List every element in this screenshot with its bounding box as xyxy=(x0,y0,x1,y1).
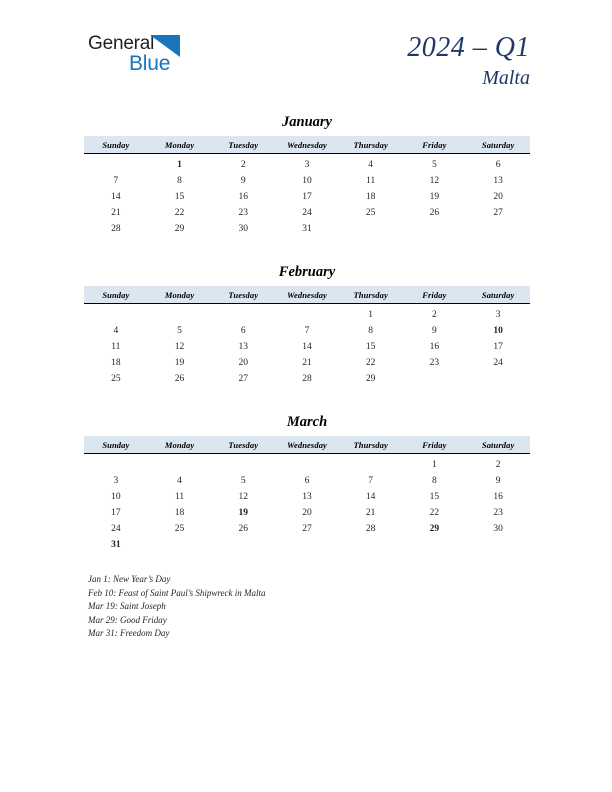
calendar-week-row xyxy=(84,221,530,237)
calendar-week-row xyxy=(84,489,530,505)
calendar-day-empty xyxy=(466,537,530,553)
calendar-day-empty xyxy=(84,154,148,174)
calendar-week-row xyxy=(84,473,530,489)
calendar-day-cell[interactable]: 1 xyxy=(368,310,374,320)
calendar-day-cell[interactable]: 17 xyxy=(302,192,312,202)
calendar-day-cell[interactable]: 27 xyxy=(238,374,248,384)
calendar-day-cell[interactable]: 31 xyxy=(111,540,121,550)
calendar-day-cell[interactable]: 18 xyxy=(111,358,121,368)
calendar-body xyxy=(84,304,530,388)
calendar-table-march xyxy=(84,436,530,553)
weekday-friday: Friday xyxy=(403,136,467,154)
calendar-day-empty xyxy=(403,371,467,387)
calendar-day-empty xyxy=(403,537,467,553)
calendar-day-empty xyxy=(148,304,212,324)
calendar-day-empty xyxy=(275,454,339,474)
calendar-day-cell[interactable]: 16 xyxy=(238,192,248,202)
calendar-day-cell[interactable]: 11 xyxy=(366,176,376,186)
calendar-day-cell[interactable]: 17 xyxy=(111,508,121,518)
calendar-week-row xyxy=(84,454,530,474)
weekday-thursday: Thursday xyxy=(339,436,403,454)
calendar-day-cell[interactable]: 29 xyxy=(174,224,185,234)
calendar-day-cell[interactable]: 21 xyxy=(302,358,312,368)
calendar-day-cell[interactable]: 1 xyxy=(431,460,437,470)
calendar-day-cell[interactable]: 19 xyxy=(238,508,248,518)
calendar-day-cell[interactable]: 2 xyxy=(495,460,501,470)
calendar-week-row xyxy=(84,537,530,553)
calendar-day-empty xyxy=(211,304,275,324)
calendar-day-cell[interactable]: 20 xyxy=(302,508,312,518)
calendar-day-empty xyxy=(211,454,275,474)
weekday-thursday: Thursday xyxy=(339,136,403,154)
calendar-day-cell[interactable]: 10 xyxy=(493,326,503,336)
weekday-header-row xyxy=(84,286,530,304)
calendar-day-cell[interactable]: 18 xyxy=(365,192,376,202)
calendar-day-cell[interactable]: 16 xyxy=(429,342,440,352)
calendar-day-cell[interactable]: 30 xyxy=(238,224,248,234)
weekday-saturday: Saturday xyxy=(466,436,530,454)
calendar-day-empty xyxy=(275,304,339,324)
calendar-day-cell[interactable]: 19 xyxy=(429,192,440,202)
month-block-january xyxy=(84,113,530,237)
calendar-day-cell[interactable]: 6 xyxy=(304,476,310,486)
calendar-day-cell[interactable]: 4 xyxy=(368,160,374,170)
calendar-table-february xyxy=(84,286,530,387)
weekday-friday: Friday xyxy=(403,436,467,454)
calendar-day-cell[interactable]: 9 xyxy=(240,176,246,186)
calendar-day-cell[interactable]: 2 xyxy=(240,160,246,170)
calendar-day-cell[interactable]: 7 xyxy=(304,326,310,336)
calendar-day-cell[interactable]: 3 xyxy=(304,160,310,170)
calendar-day-cell[interactable]: 7 xyxy=(113,176,119,186)
holiday-legend-item: Jan 1: New Year’s Day xyxy=(88,574,171,584)
calendar-day-cell[interactable]: 20 xyxy=(493,192,503,202)
calendar-week-row xyxy=(84,339,530,355)
calendar-day-cell[interactable]: 14 xyxy=(302,342,312,352)
calendar-day-empty xyxy=(403,221,467,237)
calendar-day-empty xyxy=(211,537,275,553)
month-block-february xyxy=(84,263,530,387)
weekday-header-row xyxy=(84,136,530,154)
calendar-day-cell[interactable]: 13 xyxy=(493,176,503,186)
title-country: Malta xyxy=(482,67,530,89)
weekday-friday: Friday xyxy=(403,286,467,304)
weekday-saturday: Saturday xyxy=(466,136,530,154)
calendar-day-empty xyxy=(466,371,530,387)
weekday-monday: Monday xyxy=(148,286,212,304)
weekday-tuesday: Tuesday xyxy=(211,286,275,304)
calendar-day-cell[interactable]: 22 xyxy=(174,208,185,218)
calendar-day-cell[interactable]: 24 xyxy=(111,524,121,534)
calendar-day-cell[interactable]: 11 xyxy=(111,342,121,352)
holiday-legend-item: Mar 19: Saint Joseph xyxy=(88,601,166,612)
calendar-day-cell[interactable]: 29 xyxy=(429,524,440,534)
calendar-day-cell[interactable]: 28 xyxy=(111,224,121,234)
calendar-day-cell[interactable]: 19 xyxy=(174,358,185,368)
calendar-day-cell[interactable]: 3 xyxy=(113,476,119,486)
calendar-day-cell[interactable]: 29 xyxy=(365,374,376,384)
weekday-wednesday: Wednesday xyxy=(275,436,339,454)
calendar-table-january xyxy=(84,136,530,237)
page-header xyxy=(0,0,612,100)
calendar-day-cell[interactable]: 25 xyxy=(174,524,185,534)
calendar-week-row xyxy=(84,189,530,205)
calendar-day-cell[interactable]: 14 xyxy=(365,492,376,502)
calendar-day-cell[interactable]: 7 xyxy=(368,476,374,486)
calendar-day-cell[interactable]: 26 xyxy=(174,374,185,384)
calendar-day-cell[interactable]: 23 xyxy=(238,208,248,218)
weekday-saturday: Saturday xyxy=(466,286,530,304)
month-title: January xyxy=(282,114,332,130)
calendar-day-cell[interactable]: 15 xyxy=(365,342,376,352)
calendar-day-cell[interactable]: 10 xyxy=(302,176,312,186)
weekday-sunday: Sunday xyxy=(84,136,148,154)
calendar-day-cell[interactable]: 25 xyxy=(111,374,121,384)
calendar-day-cell[interactable]: 4 xyxy=(177,476,182,486)
calendar-day-cell[interactable]: 15 xyxy=(174,192,185,202)
calendar-day-empty xyxy=(148,454,212,474)
calendar-day-cell[interactable]: 14 xyxy=(111,192,121,202)
calendar-week-row xyxy=(84,173,530,189)
month-title: February xyxy=(278,264,336,280)
weekday-wednesday: Wednesday xyxy=(275,286,339,304)
calendar-day-cell[interactable]: 25 xyxy=(365,208,376,218)
weekday-sunday: Sunday xyxy=(84,436,148,454)
calendar-day-cell[interactable]: 18 xyxy=(174,508,185,518)
calendar-day-empty xyxy=(275,537,339,553)
calendar-week-row xyxy=(84,371,530,387)
calendar-day-cell[interactable]: 5 xyxy=(431,160,437,170)
title-year-quarter: 2024 – Q1 xyxy=(407,32,530,63)
holiday-legend-item: Feb 10: Feast of Saint Paul’s Shipwreck in Malta xyxy=(88,587,266,598)
calendar-day-cell[interactable]: 3 xyxy=(495,310,501,320)
calendar-day-cell[interactable]: 24 xyxy=(302,208,312,218)
calendar-day-cell[interactable]: 12 xyxy=(429,176,440,186)
calendar-day-cell[interactable]: 27 xyxy=(493,208,503,218)
calendar-day-cell[interactable]: 26 xyxy=(238,524,248,534)
calendar-day-cell[interactable]: 28 xyxy=(365,524,376,534)
logo-text-general: General xyxy=(88,33,155,54)
calendar-day-cell[interactable]: 21 xyxy=(365,508,376,518)
calendar-day-cell[interactable]: 13 xyxy=(238,342,248,352)
page-title xyxy=(407,32,530,90)
calendar-day-cell[interactable]: 28 xyxy=(302,374,312,384)
weekday-wednesday: Wednesday xyxy=(275,136,339,154)
calendar-day-cell[interactable]: 22 xyxy=(429,508,440,518)
holiday-legend xyxy=(88,573,265,641)
calendar-day-cell[interactable]: 11 xyxy=(174,492,185,502)
weekday-monday: Monday xyxy=(148,136,212,154)
calendar-day-cell[interactable]: 15 xyxy=(429,492,440,502)
calendar-week-row xyxy=(84,304,530,324)
calendar-day-cell[interactable]: 23 xyxy=(429,358,440,368)
calendar-day-cell[interactable]: 31 xyxy=(302,224,312,234)
month-block-march xyxy=(84,413,530,553)
calendar-day-cell[interactable]: 30 xyxy=(493,524,503,534)
calendar-day-cell[interactable]: 23 xyxy=(493,508,503,518)
month-title: March xyxy=(286,414,328,430)
calendar-week-row xyxy=(84,355,530,371)
logo-text-blue: Blue xyxy=(129,52,171,75)
holiday-legend-item: Mar 31: Freedom Day xyxy=(88,628,170,639)
calendar-day-cell[interactable]: 24 xyxy=(493,358,503,368)
calendar-day-cell[interactable]: 8 xyxy=(177,176,182,186)
calendar-day-cell[interactable]: 12 xyxy=(238,492,248,502)
calendar-day-cell[interactable]: 17 xyxy=(493,342,503,352)
calendar-day-cell[interactable]: 6 xyxy=(240,326,246,336)
calendar-week-row xyxy=(84,205,530,221)
weekday-tuesday: Tuesday xyxy=(211,136,275,154)
calendar-day-cell[interactable]: 12 xyxy=(174,342,185,352)
calendar-day-cell[interactable]: 9 xyxy=(495,476,501,486)
calendar-day-empty xyxy=(148,537,212,553)
weekday-monday: Monday xyxy=(148,436,212,454)
calendar-day-cell[interactable]: 22 xyxy=(365,358,376,368)
calendar-body xyxy=(84,154,530,238)
calendar-day-empty xyxy=(84,304,148,324)
calendar-day-empty xyxy=(339,454,403,474)
calendar-day-cell[interactable]: 5 xyxy=(240,476,246,486)
calendar-week-row xyxy=(84,505,530,521)
calendar-day-cell[interactable]: 6 xyxy=(495,160,501,170)
calendar-day-empty xyxy=(339,537,403,553)
calendar-day-empty xyxy=(339,221,403,237)
calendar-day-cell[interactable]: 8 xyxy=(368,326,374,336)
calendar-week-row xyxy=(84,323,530,339)
calendar-week-row xyxy=(84,154,530,174)
calendar-body xyxy=(84,454,530,554)
weekday-thursday: Thursday xyxy=(339,286,403,304)
calendar-day-cell[interactable]: 21 xyxy=(111,208,121,218)
weekday-tuesday: Tuesday xyxy=(211,436,275,454)
weekday-sunday: Sunday xyxy=(84,286,148,304)
calendar-day-cell[interactable]: 27 xyxy=(302,524,312,534)
calendar-day-cell[interactable]: 13 xyxy=(302,492,312,502)
calendar-day-cell[interactable]: 20 xyxy=(238,358,248,368)
calendar-day-cell[interactable]: 9 xyxy=(431,326,437,336)
calendar-day-cell[interactable]: 10 xyxy=(111,492,121,502)
calendar-day-cell[interactable]: 1 xyxy=(177,160,182,170)
weekday-header-row xyxy=(84,436,530,454)
calendar-day-cell[interactable]: 26 xyxy=(429,208,440,218)
calendar-week-row xyxy=(84,521,530,537)
calendar-day-empty xyxy=(466,221,530,237)
calendar-day-cell[interactable]: 5 xyxy=(177,326,182,336)
holiday-legend-item: Mar 29: Good Friday xyxy=(88,614,167,625)
calendar-day-cell[interactable]: 16 xyxy=(493,492,503,502)
calendar-day-cell[interactable]: 2 xyxy=(431,310,437,320)
calendar-day-cell[interactable]: 4 xyxy=(113,326,119,336)
calendar-day-cell[interactable]: 8 xyxy=(431,476,437,486)
calendar-day-empty xyxy=(84,454,148,474)
general-blue-logo[interactable] xyxy=(88,34,208,80)
